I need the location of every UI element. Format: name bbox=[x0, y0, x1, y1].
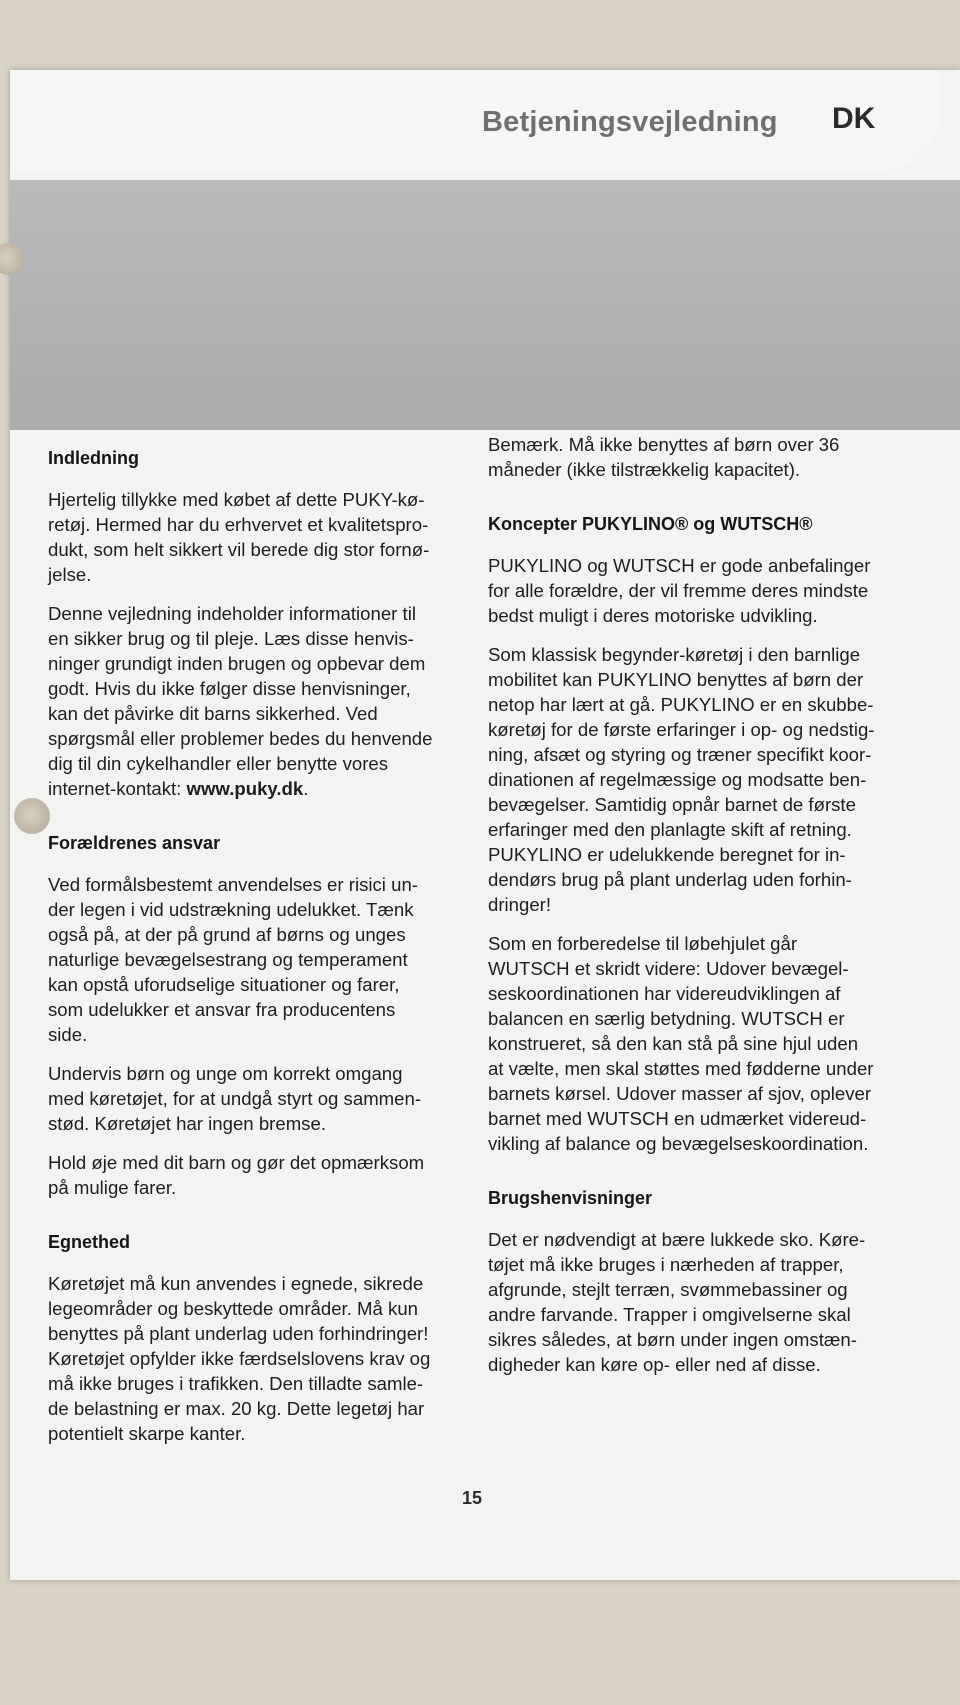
paragraph: PUKYLINO og WUTSCH er gode anbefalinger for alle forældre, der vil fremme deres mindste bedst muligt i deres motoriske udvikling. bbox=[488, 555, 871, 626]
paragraph: Ved formålsbestemt anvendelses er risici un- der legen i vid udstrækning udelukket. Tænk også på, at der på grund af børns og unges naturlige bevægelsestrang og temperament kan opstå uforudselige situationer og farer, som udelukker et ansvar fra producentens side. bbox=[48, 874, 418, 1045]
link-suffix: . bbox=[303, 778, 309, 799]
intro-note: Bemærk. Må ikke benyttes af børn over 36 måneder (ikke tilstrækkelig kapacitet). bbox=[488, 434, 840, 480]
paragraph: Hold øje med dit barn og gør det opmærksom på mulige farer. bbox=[48, 1152, 425, 1198]
section-heading-egnethed: Egnethed bbox=[48, 1232, 131, 1252]
section-heading-foraeldrenes-ansvar: Forældrenes ansvar bbox=[48, 833, 221, 853]
section-heading-indledning: Indledning bbox=[48, 448, 139, 468]
paragraph-contact bbox=[48, 601, 458, 801]
paragraph: Undervis børn og unge om korrekt omgang med køretøjet, for at undgå styrt og sammen- stød. Køretøjet har ingen bremse. bbox=[48, 1063, 422, 1134]
language-code: DK bbox=[832, 102, 876, 135]
paragraph: Som klassisk begynder-køretøj i den barnlige mobilitet kan PUKYLINO benyttes af børn der netop har lært at gå. PUKYLINO er en skubbe- køretøj for de første erfaringer i op- og nedstig- ning, afsæt og styring og træner specifikt koor- dinationen af regelmæssige og modsatte ben- bevægelser. Samtidig opnår barnet de første erfaringer med den planlagte skift af retning. PUKYLINO er udelukkende beregnet for in- dendørs brug på plant underlag uden forhin- dringer! bbox=[488, 644, 875, 915]
website-link[interactable]: www.puky.dk bbox=[186, 778, 304, 799]
header-tab bbox=[10, 70, 940, 170]
left-column bbox=[48, 446, 458, 1460]
paragraph-text: Denne vejledning indeholder informationer til en sikker brug og til pleje. Læs disse henvis- ninger grundigt inden brugen og opbevar dem godt. Hvis du ikke følger disse henvisninger, kan det påvirke dit barns sikkerhed. Ved spørgsmål eller problemer bedes du henvende dig til din cykelhandler eller benytte vores internet-kontakt: bbox=[48, 603, 433, 799]
right-column bbox=[488, 432, 908, 1391]
paragraph: Det er nødvendigt at bære lukkede sko. Køre- tøjet må ikke bruges i nærheden af trapper, afgrunde, stejlt terræn, svømmebassiner og andre farvande. Trapper i omgivelserne skal sikres således, at børn under ingen omstæn- digheder kan køre op- eller ned af disse. bbox=[488, 1229, 866, 1375]
punch-hole-middle bbox=[14, 798, 50, 834]
paragraph: Hjertelig tillykke med købet af dette PUKY-kø- retøj. Hermed har du erhvervet et kvalitetspro- dukt, som helt sikkert vil berede dig stor fornø- jelse. bbox=[48, 489, 430, 585]
page-number: 15 bbox=[462, 1488, 483, 1508]
paragraph: Som en forberedelse til løbehjulet går WUTSCH et skridt videre: Udover bevægel- seskoordinationen har videreudviklingen af balancen en særlig betydning. WUTSCH er konstrueret, så den kan stå på sine hjul uden at vælte, men skal støttes med fødderne under barnets kørsel. Udover masser af sjov, oplever barnet med WUTSCH en udmærket videreud- vikling af balance og bevægelseskoordination. bbox=[488, 933, 874, 1154]
section-heading-brugshenvisninger: Brugshenvisninger bbox=[488, 1188, 653, 1208]
section-heading-koncepter: Koncepter PUKYLINO® og WUTSCH® bbox=[488, 514, 813, 534]
document-title: Betjeningsvejledning bbox=[482, 106, 778, 138]
manual-page bbox=[10, 70, 960, 1580]
header-gray-band bbox=[10, 180, 960, 430]
paragraph: Køretøjet må kun anvendes i egnede, sikrede legeområder og beskyttede områder. Må kun benyttes på plant underlag uden forhindringer! Køretøjet opfylder ikke færdselslovens krav og må ikke bruges i trafikken. Den tilladte samle- de belastning er max. 20 kg. Dette legetøj har potentielt skarpe kanter. bbox=[48, 1273, 431, 1444]
